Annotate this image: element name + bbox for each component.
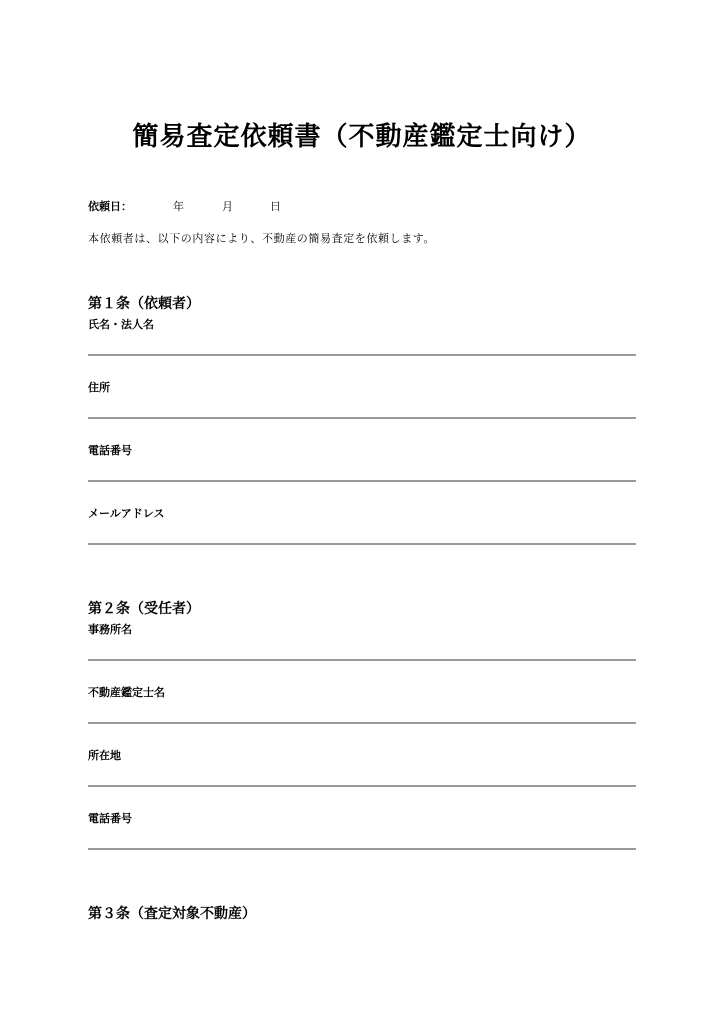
- request-date-label: 依頼日：: [88, 200, 132, 213]
- fill-in-line: [88, 480, 636, 482]
- field-requester-name: [88, 316, 636, 356]
- section-heading-target-property: 第３条（査定対象不動産）: [88, 906, 256, 922]
- request-date-day: 日: [270, 200, 281, 213]
- field-label: メールアドレス: [88, 507, 165, 520]
- section-heading-contractor: 第２条（受任者）: [88, 601, 200, 617]
- field-office-location: [88, 747, 636, 787]
- fill-in-line: [88, 785, 636, 787]
- fill-in-line: [88, 543, 636, 545]
- fill-in-line: [88, 417, 636, 419]
- fill-in-line: [88, 722, 636, 724]
- field-label: 所在地: [88, 749, 121, 762]
- field-label: 電話番号: [88, 444, 132, 457]
- field-appraiser-name: [88, 684, 636, 724]
- field-label: 事務所名: [88, 623, 132, 636]
- field-label: 住所: [88, 381, 110, 394]
- field-label: 不動産鑑定士名: [88, 686, 165, 699]
- field-office-name: [88, 621, 636, 661]
- field-requester-phone: [88, 442, 636, 482]
- field-requester-address: [88, 379, 636, 419]
- field-requester-email: [88, 505, 636, 545]
- page-title: 簡易査定依頼書（不動産鑑定士向け）: [132, 122, 592, 152]
- fill-in-line: [88, 354, 636, 356]
- fill-in-line: [88, 848, 636, 850]
- section-heading-requester: 第１条（依頼者）: [88, 296, 200, 312]
- field-contractor-phone: [88, 810, 636, 850]
- intro-text: 本依頼者は、以下の内容により、不動産の簡易査定を依頼します。: [88, 232, 436, 245]
- field-label: 電話番号: [88, 812, 132, 825]
- request-date-year: 年: [173, 200, 184, 213]
- request-date-month: 月: [222, 200, 233, 213]
- field-label: 氏名・法人名: [88, 318, 154, 331]
- fill-in-line: [88, 659, 636, 661]
